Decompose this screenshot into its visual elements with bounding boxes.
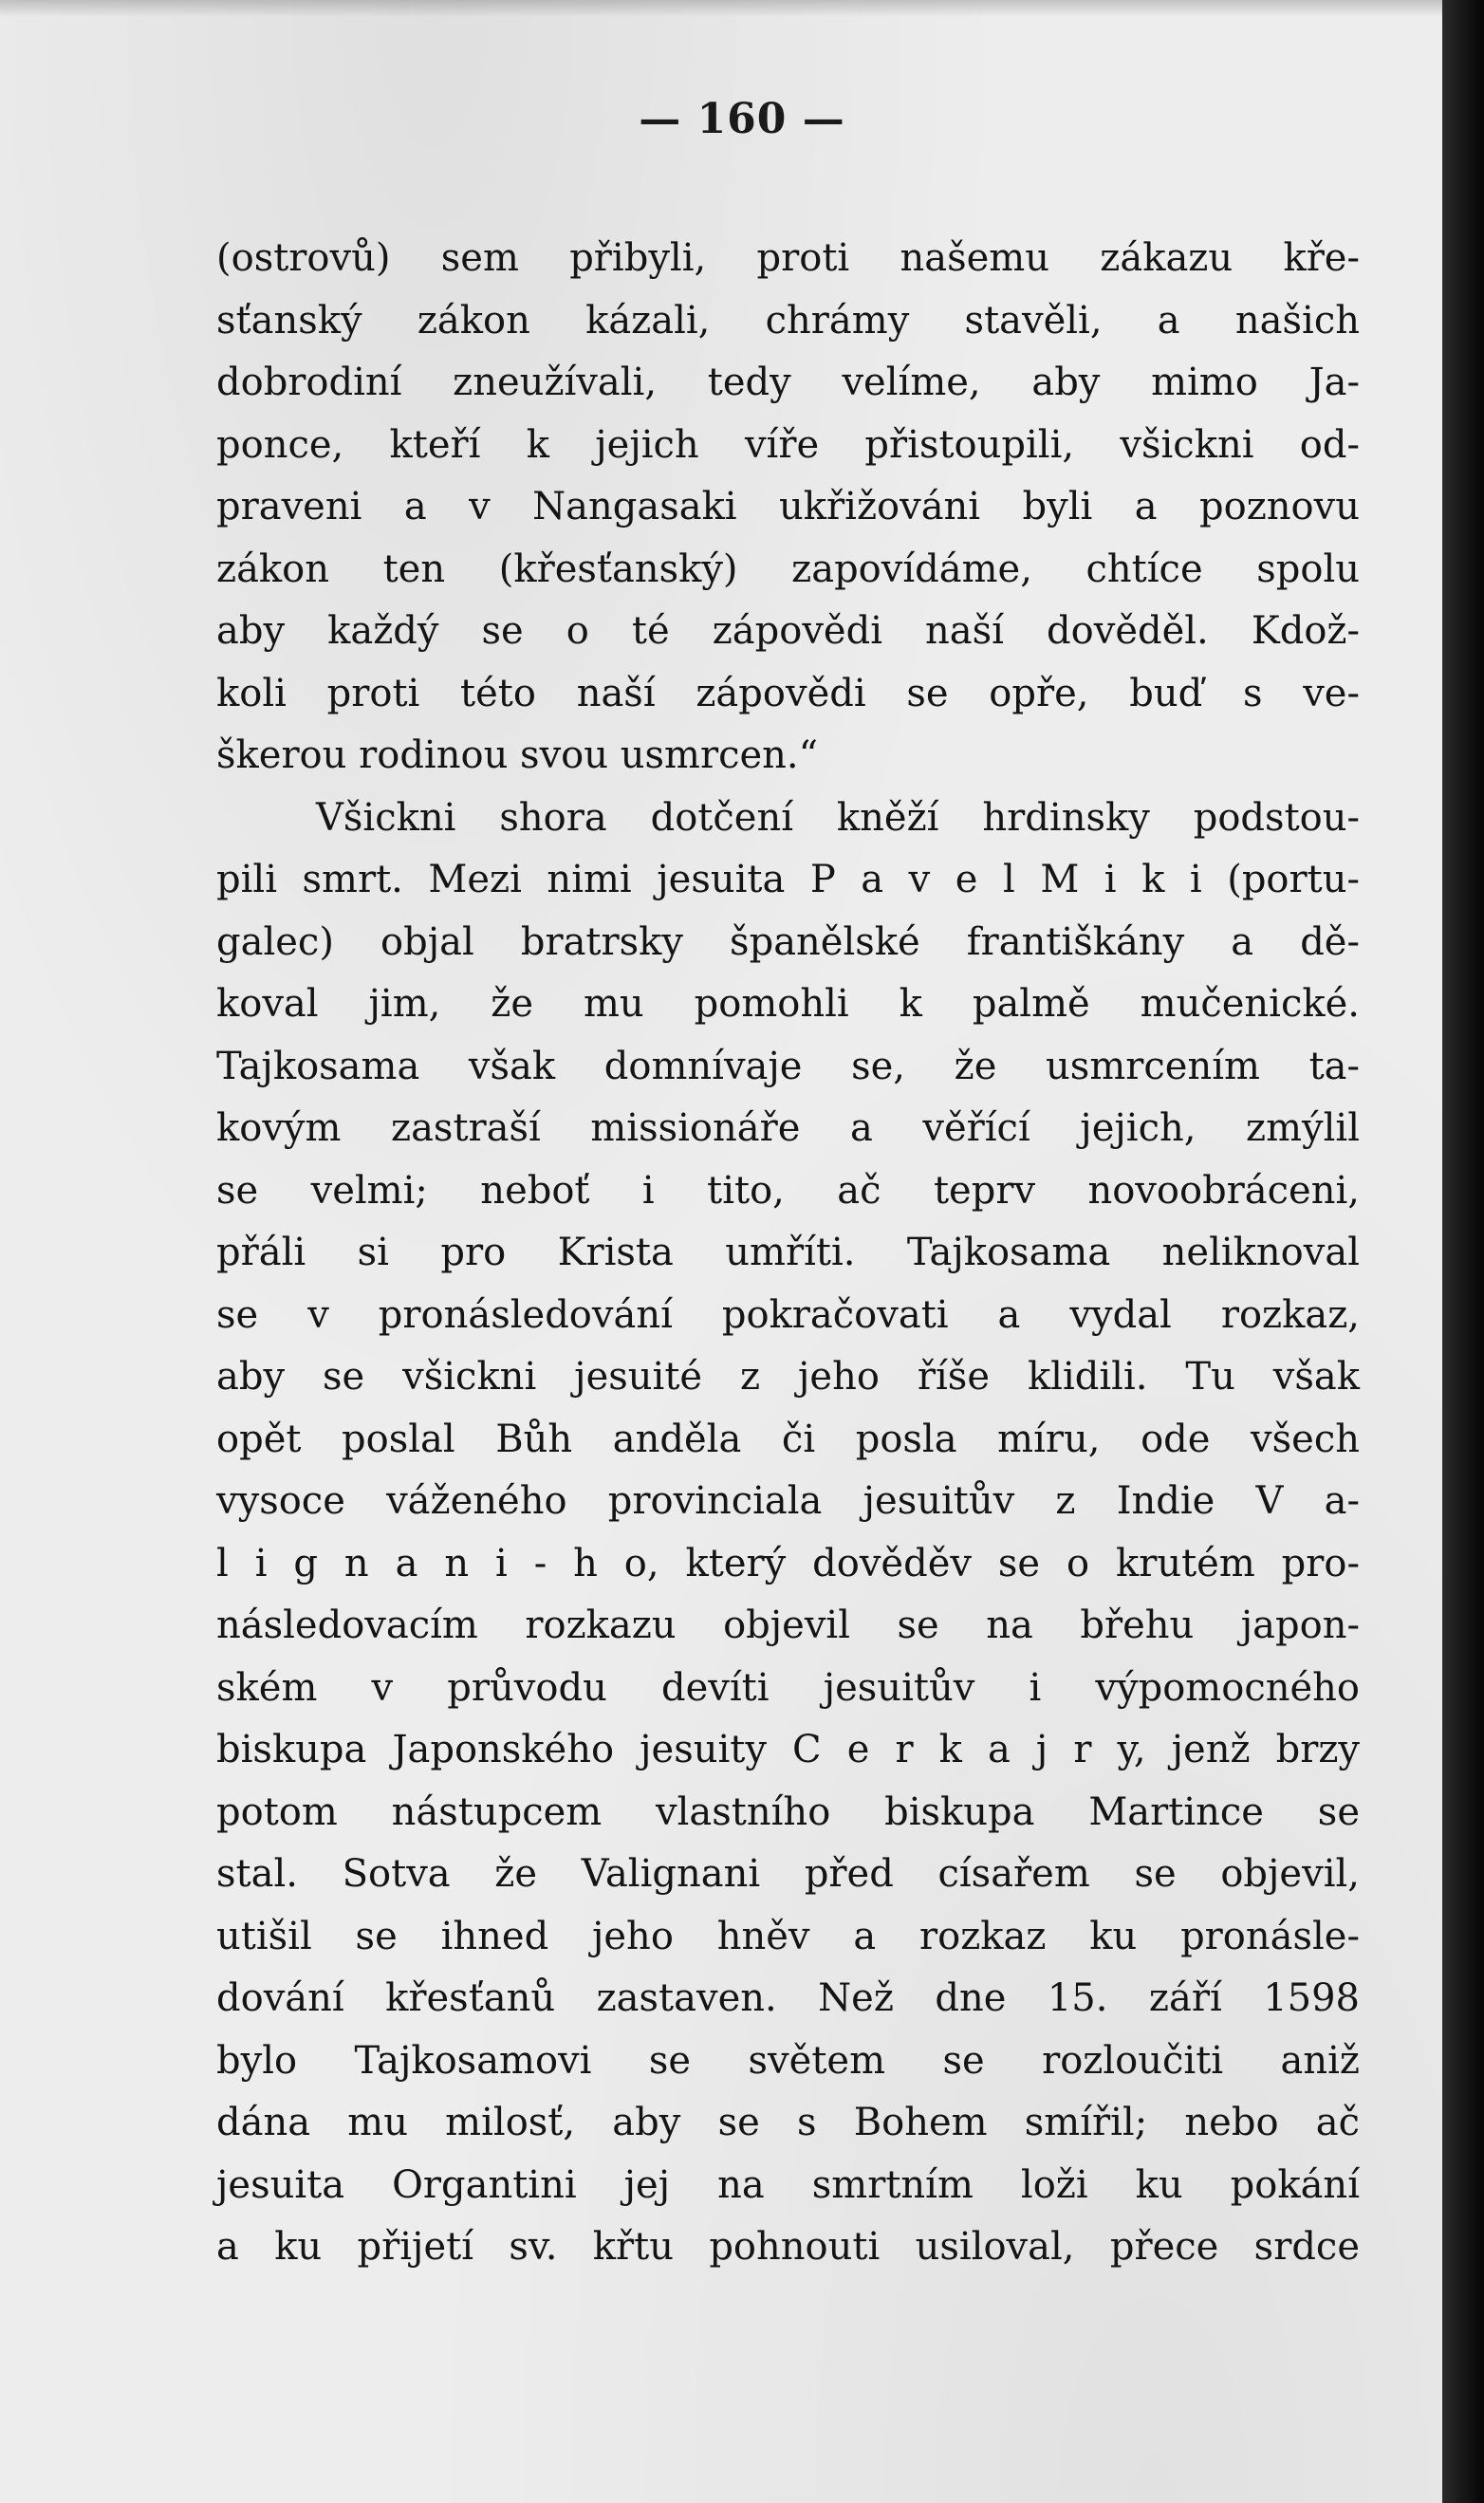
- text-line: a ku přijetí sv. křtu pohnouti usiloval, přece srdce: [216, 2225, 1360, 2269]
- text-line: bylo Tajkosamovi se světem se rozloučiti aniž: [216, 2038, 1360, 2083]
- text-line: praveni a v Nangasaki ukřižováni byli a poznovu: [216, 485, 1360, 528]
- text-line: koval jim, že mu pomohli k palmě mučenické.: [216, 982, 1360, 1026]
- text-line: l i g n a n i - h o, který dověděv se o krutém pro-: [216, 1541, 1360, 1585]
- text-line: se velmi; neboť i tito, ač teprv novoobráceni,: [216, 1168, 1360, 1213]
- text-line: koli proti této naší zápovědi se opře, buď s ve-: [216, 671, 1360, 715]
- page-top-shadow: [0, 0, 1442, 17]
- page-edge-shadow: [1442, 0, 1484, 2503]
- text-line: vysoce váženého provinciala jesuitův z Indie V a-: [216, 1479, 1360, 1523]
- body-text: [216, 228, 1360, 2279]
- text-line: potom nástupcem vlastního biskupa Martince se: [216, 1789, 1360, 1834]
- text-line: biskupa Japonského jesuity C e r k a j r y, jenž brzy: [216, 1728, 1360, 1771]
- text-line: škerou rodinou svou usmrcen.“: [216, 733, 819, 777]
- text-line: dobrodiní zneužívali, tedy velíme, aby mimo Ja-: [216, 361, 1360, 404]
- text-line: galec) objal bratrsky španělské františkány a dě-: [216, 919, 1360, 964]
- text-line: sťanský zákon kázali, chrámy stavěli, a našich: [216, 298, 1360, 343]
- text-line: zákon ten (křesťanský) zapovídáme, chtíce spolu: [216, 547, 1360, 591]
- text-line: se v pronásledování pokračovati a vydal rozkaz,: [216, 1292, 1360, 1337]
- text-line: jesuita Organtini jej na smrtním loži ku pokání: [216, 2162, 1360, 2207]
- text-line: (ostrovů) sem přibyli, proti našemu zákazu kře-: [216, 236, 1360, 280]
- text-line: utišil se ihned jeho hněv a rozkaz ku pronásle-: [216, 1914, 1360, 1958]
- text-line: aby se všickni jesuité z jeho říše klidili. Tu však: [216, 1355, 1360, 1399]
- text-line: dána mu milosť, aby se s Bohem smířil; nebo ač: [216, 2101, 1360, 2144]
- text-line: ponce, kteří k jejich víře přistoupili, všickni od-: [216, 422, 1360, 467]
- text-line: Všickni shora dotčení kněží hrdinsky podstou-: [316, 795, 1360, 840]
- text-line: ském v průvodu devíti jesuitův i výpomocného: [216, 1665, 1360, 1710]
- text-line: přáli si pro Krista umříti. Tajkosama neliknoval: [216, 1231, 1360, 1274]
- text-line: opět poslal Bůh anděla či posla míru, ode všech: [216, 1417, 1360, 1461]
- text-line: stal. Sotva že Valignani před císařem se objevil,: [216, 1852, 1360, 1896]
- text-line: Tajkosama však domnívaje se, že usmrcením ta-: [216, 1044, 1360, 1088]
- page-number: — 160 —: [639, 95, 845, 143]
- text-line: pili smrt. Mezi nimi jesuita P a v e l M i k i (portu-: [216, 858, 1360, 901]
- text-line: dování křesťanů zastaven. Než dne 15. září 1598: [216, 1976, 1360, 2020]
- text-line: následovacím rozkazu objevil se na břehu japon-: [216, 1604, 1360, 1647]
- text-line: kovým zastraší missionáře a věřící jejich, zmýlil: [216, 1106, 1360, 1150]
- text-line: aby každý se o té zápovědi naší dověděl. Kdož-: [216, 609, 1360, 653]
